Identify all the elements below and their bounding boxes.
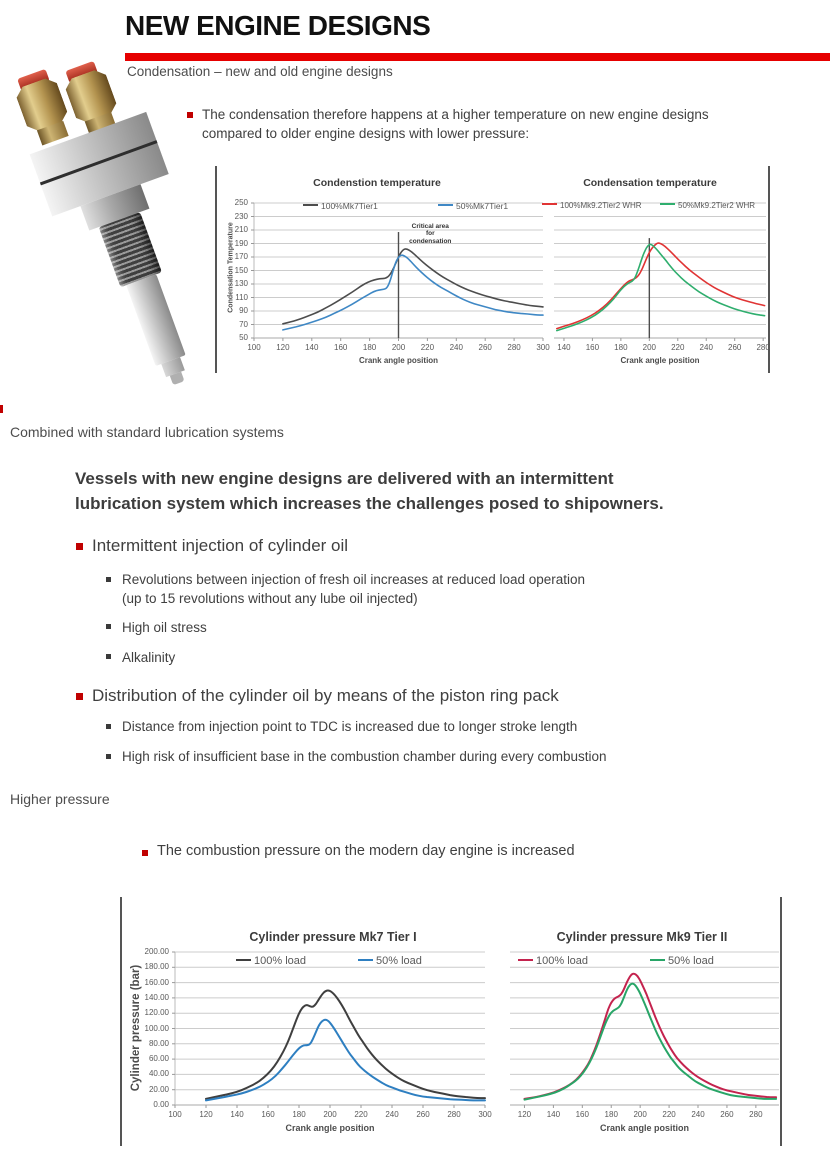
x-axis-title: Crank angle position bbox=[358, 356, 439, 365]
legend-item bbox=[438, 201, 508, 211]
x-tick-label: 200 bbox=[642, 343, 656, 352]
y-tick-label: 80.00 bbox=[148, 1038, 169, 1048]
clipped-bullet-artifact bbox=[0, 405, 3, 413]
accent-bar bbox=[125, 53, 830, 61]
legend-label: 100% load bbox=[536, 955, 588, 967]
y-tick-label: 90 bbox=[239, 306, 248, 315]
bullet-marker bbox=[76, 693, 83, 700]
page-subtitle: Condensation – new and old engine designs bbox=[127, 64, 393, 79]
y-tick-label: 50 bbox=[239, 333, 248, 342]
revolutions-line-2: (up to 15 revolutions without any lube oil injected) bbox=[122, 591, 418, 606]
bullet-intermittent-injection: Intermittent injection of cylinder oil bbox=[92, 536, 349, 555]
y-axis-title: Cylinder pressure (bar) bbox=[130, 964, 142, 1091]
sub-bullet-marker bbox=[106, 754, 111, 759]
y-tick-label: 40.00 bbox=[148, 1069, 169, 1079]
y-tick-label: 170 bbox=[234, 252, 248, 261]
sub-bullet-oil-stress: High oil stress bbox=[122, 620, 207, 635]
x-tick-label: 220 bbox=[354, 1110, 368, 1119]
x-tick-label: 160 bbox=[585, 343, 600, 352]
x-tick-label: 180 bbox=[292, 1110, 306, 1119]
x-tick-label: 220 bbox=[662, 1110, 676, 1119]
x-tick-label: 260 bbox=[728, 343, 742, 352]
x-tick-label: 200 bbox=[633, 1110, 647, 1119]
legend-swatch bbox=[650, 959, 665, 961]
y-tick-label: 250 bbox=[234, 198, 248, 207]
annotation-line: condensation bbox=[409, 237, 452, 245]
y-tick-label: 230 bbox=[234, 211, 248, 221]
x-tick-label: 260 bbox=[720, 1110, 734, 1119]
x-tick-label: 240 bbox=[385, 1110, 399, 1119]
x-tick-label: 200 bbox=[391, 343, 406, 352]
sub-bullet-tdc-distance: Distance from injection point to TDC is increased due to longer stroke length bbox=[122, 719, 578, 734]
bullet-marker bbox=[142, 850, 148, 856]
x-tick-label: 260 bbox=[416, 1110, 430, 1119]
x-tick-label: 140 bbox=[230, 1110, 244, 1119]
probe-stem bbox=[126, 274, 185, 366]
section-label-higher-pressure: Higher pressure bbox=[10, 791, 110, 807]
chart-title: Cylinder pressure Mk9 Tier II bbox=[556, 930, 728, 944]
x-tick-label: 100 bbox=[247, 343, 261, 352]
y-tick-label: 60.00 bbox=[148, 1054, 169, 1064]
probe-body-seam bbox=[40, 140, 158, 185]
bullet-combustion-pressure: The combustion pressure on the modern day engine is increased bbox=[157, 843, 575, 859]
legend-label: 50%Mk7Tier1 bbox=[456, 201, 509, 211]
legend-swatch bbox=[358, 959, 373, 961]
x-tick-label: 220 bbox=[671, 343, 685, 352]
sub-bullet-marker bbox=[106, 577, 111, 582]
x-tick-label: 280 bbox=[756, 343, 770, 352]
x-tick-label: 160 bbox=[261, 1110, 275, 1119]
legend-label: 100%Mk7Tier1 bbox=[321, 201, 378, 211]
x-axis-title: Crank angle position bbox=[620, 356, 700, 365]
y-tick-label: 20.00 bbox=[148, 1084, 169, 1094]
y-tick-label: 120.00 bbox=[144, 1008, 169, 1018]
series-line-100-mk7tier1 bbox=[283, 249, 543, 324]
section-label-lubrication: Combined with standard lubrication systems bbox=[10, 424, 284, 440]
legend-label: 50% load bbox=[376, 955, 422, 967]
y-tick-label: 100.00 bbox=[144, 1023, 169, 1033]
legend-label: 50%Mk9.2Tier2 WHR bbox=[678, 201, 756, 210]
legend-label: 100%Mk9.2Tier2 WHR bbox=[560, 201, 642, 210]
x-tick-label: 120 bbox=[199, 1110, 213, 1119]
sub-bullet-alkalinity: Alkalinity bbox=[122, 650, 176, 665]
x-tick-label: 160 bbox=[334, 343, 348, 352]
legend-swatch bbox=[660, 203, 675, 205]
annotation-line: Critical area bbox=[411, 222, 449, 230]
legend-item bbox=[358, 955, 422, 967]
y-tick-label: 150 bbox=[234, 265, 248, 275]
x-tick-label: 300 bbox=[536, 343, 550, 352]
y-tick-label: 210 bbox=[234, 225, 248, 234]
bullet-marker bbox=[76, 543, 83, 550]
x-tick-label: 180 bbox=[362, 343, 377, 352]
series-line-50-load bbox=[525, 984, 777, 1100]
x-tick-label: 240 bbox=[699, 343, 713, 352]
y-tick-label: 190 bbox=[234, 238, 248, 248]
legend-item bbox=[518, 955, 588, 967]
sub-bullet-marker bbox=[106, 624, 111, 629]
probe-tip-nub bbox=[170, 372, 185, 386]
critical-area-annotation bbox=[385, 223, 475, 246]
y-axis-title: Condensation Temperature bbox=[227, 221, 235, 313]
condensation-temp-chart-mk9 bbox=[530, 167, 768, 373]
y-tick-label: 110 bbox=[235, 292, 248, 302]
y-tick-label: 160.00 bbox=[144, 977, 169, 987]
legend-label: 100% load bbox=[254, 955, 306, 967]
x-tick-label: 100 bbox=[168, 1110, 182, 1119]
x-tick-label: 280 bbox=[447, 1110, 461, 1119]
revolutions-line-1: Revolutions between injection of fresh oil increases at reduced load operation bbox=[122, 572, 586, 587]
x-tick-label: 140 bbox=[305, 343, 319, 352]
chart-title: Condenstion temperature bbox=[313, 177, 441, 189]
series-line-100-load bbox=[206, 991, 485, 1099]
x-tick-label: 180 bbox=[614, 343, 628, 352]
series-line-100-mk9-2tier2-whr bbox=[557, 243, 765, 329]
legend-item bbox=[542, 201, 642, 210]
legend-swatch bbox=[438, 204, 453, 206]
y-tick-label: 180.00 bbox=[144, 962, 169, 972]
intro-bullet-text bbox=[202, 105, 802, 143]
x-tick-label: 300 bbox=[478, 1110, 492, 1119]
legend-item bbox=[303, 201, 378, 211]
y-tick-label: 130 bbox=[234, 279, 248, 288]
intro-line-2: compared to older engine designs with lower pressure: bbox=[202, 126, 530, 141]
legend-swatch bbox=[518, 959, 533, 961]
sub-bullet-revolutions bbox=[122, 570, 722, 608]
x-tick-label: 180 bbox=[604, 1110, 618, 1119]
page-title: NEW ENGINE DESIGNS bbox=[125, 10, 431, 41]
cylinder-pressure-chart-mk7 bbox=[120, 898, 512, 1146]
key-statement bbox=[75, 466, 695, 516]
x-axis-title: Crank angle position bbox=[285, 1123, 375, 1133]
series-line-50-mk7tier1 bbox=[283, 255, 543, 330]
bullet-marker bbox=[187, 112, 193, 118]
x-tick-label: 260 bbox=[478, 343, 492, 352]
x-tick-label: 120 bbox=[276, 343, 290, 352]
legend-swatch bbox=[303, 204, 318, 206]
annotation-line: for bbox=[425, 230, 435, 238]
x-tick-label: 220 bbox=[420, 343, 435, 352]
legend-item bbox=[660, 201, 755, 210]
statement-line-2: lubrication system which increases the challenges posed to shipowners. bbox=[75, 494, 664, 513]
x-axis-title: Crank angle position bbox=[599, 1123, 689, 1133]
y-tick-label: 70 bbox=[239, 319, 248, 329]
sub-bullet-marker bbox=[106, 724, 111, 729]
intro-line-1: The condensation therefore happens at a higher temperature on new engine designs bbox=[202, 107, 709, 122]
y-tick-label: 0.00 bbox=[153, 1100, 169, 1109]
x-tick-label: 240 bbox=[691, 1110, 705, 1119]
chart-title: Cylinder pressure Mk7 Tier I bbox=[249, 930, 417, 944]
legend-label: 50% load bbox=[668, 955, 714, 967]
chart-title: Condensation temperature bbox=[583, 177, 717, 189]
cylinder-pressure-chart-mk9 bbox=[490, 898, 782, 1146]
x-tick-label: 140 bbox=[557, 343, 571, 352]
x-tick-label: 280 bbox=[749, 1110, 763, 1119]
legend-item bbox=[236, 955, 306, 967]
y-tick-label: 140.00 bbox=[144, 992, 169, 1002]
legend-swatch bbox=[236, 959, 251, 961]
x-tick-label: 140 bbox=[546, 1110, 561, 1119]
series-line-100-load bbox=[525, 974, 777, 1099]
bullet-distribution: Distribution of the cylinder oil by means of the piston ring pack bbox=[92, 686, 559, 705]
condensation-temp-chart-mk7 bbox=[217, 167, 550, 373]
x-tick-label: 240 bbox=[449, 343, 463, 352]
x-tick-label: 200 bbox=[323, 1110, 337, 1119]
x-tick-label: 120 bbox=[517, 1110, 532, 1119]
sub-bullet-marker bbox=[106, 654, 111, 659]
sub-bullet-insufficient-base: High risk of insufficient base in the combustion chamber during every combustion bbox=[122, 749, 607, 764]
statement-line-1: Vessels with new engine designs are delivered with an intermittent bbox=[75, 469, 614, 488]
legend-item bbox=[650, 955, 714, 967]
legend-swatch bbox=[542, 203, 557, 205]
x-tick-label: 280 bbox=[507, 343, 521, 352]
y-tick-label: 200.00 bbox=[144, 947, 169, 956]
x-tick-label: 160 bbox=[575, 1110, 589, 1119]
